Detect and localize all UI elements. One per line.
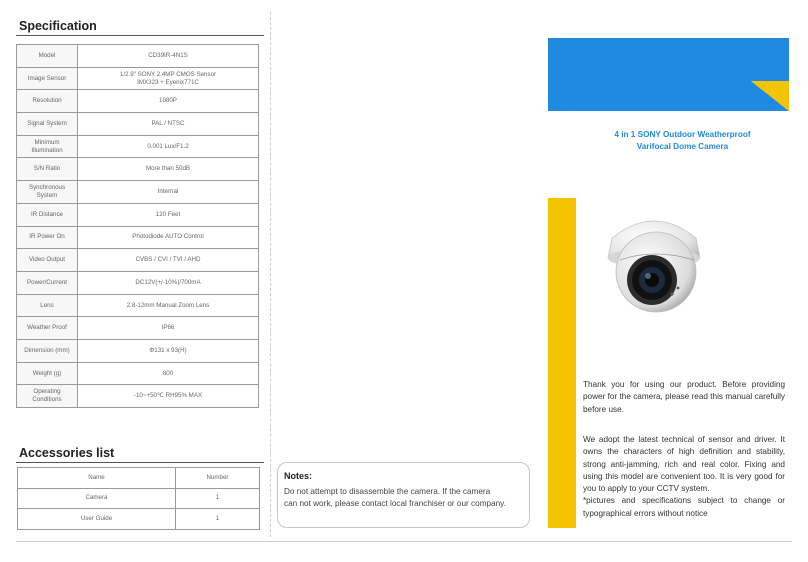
table-row xyxy=(17,181,259,204)
intro-paragraph xyxy=(583,379,785,416)
accessory-name: Camera xyxy=(18,488,176,509)
accessories-title: Accessories list xyxy=(19,446,115,460)
table-header-row xyxy=(18,468,260,489)
spec-label: IR Distance xyxy=(17,203,78,226)
spec-label: Power/Current xyxy=(17,271,78,294)
spec-value: Φ131 x 93(H) xyxy=(78,339,259,362)
specification-title: Specification xyxy=(19,19,97,33)
dome-camera-image xyxy=(598,198,710,316)
table-row xyxy=(17,113,259,136)
table-row xyxy=(17,249,259,272)
page-fold-divider xyxy=(270,12,271,537)
spec-value: PAL / NTSC xyxy=(78,113,259,136)
description-paragraph xyxy=(583,434,785,520)
subtitle-line: Varifocal Dome Camera xyxy=(636,141,729,151)
table-row xyxy=(17,226,259,249)
spec-value: DC12V(+/-10%)/700mA xyxy=(78,271,259,294)
spec-value: IP66 xyxy=(78,317,259,340)
table-row xyxy=(17,158,259,181)
spec-label: Operating Conditions xyxy=(17,385,78,408)
table-row xyxy=(18,488,260,509)
spec-value: Photodiode AUTO Control xyxy=(78,226,259,249)
blue-header-banner xyxy=(548,38,789,81)
spec-value: 800 xyxy=(78,362,259,385)
spec-label: Resolution xyxy=(17,90,78,113)
notes-title: Notes: xyxy=(284,471,313,481)
table-row xyxy=(17,90,259,113)
table-row xyxy=(17,203,259,226)
spec-value: -10~+50℃ RH95% MAX xyxy=(78,385,259,408)
description-text: We adopt the latest technical of sensor and driver. It owns the characters of high definition and stability, strong anti-jamming, rich and real color. Fixing and using this model are convenient too. It is very good for you to apply to your CCTV system. xyxy=(583,435,785,494)
table-row xyxy=(17,317,259,340)
product-subtitle xyxy=(575,129,790,153)
accessories-title-rule xyxy=(16,462,264,463)
yellow-accent-bar xyxy=(548,198,576,528)
spec-label: Image Sensor xyxy=(17,67,78,90)
spec-label: Video Output xyxy=(17,249,78,272)
table-row xyxy=(17,339,259,362)
specification-table xyxy=(16,44,259,408)
accessories-table xyxy=(17,467,260,530)
specification-title-rule xyxy=(16,35,264,36)
spec-value: 2.8-12mm Manual Zoom Lens xyxy=(78,294,259,317)
spec-value: More than 50dB xyxy=(78,158,259,181)
spec-value xyxy=(78,67,259,90)
spec-label: IR Power On xyxy=(17,226,78,249)
spec-label: Weight (g) xyxy=(17,362,78,385)
notes-line: can not work, please contact local franchiser or our company. xyxy=(284,498,506,508)
table-row xyxy=(17,385,259,408)
spec-value: 0.001 Lux/F1.2 xyxy=(78,135,259,158)
spec-label: Weather Proof xyxy=(17,317,78,340)
yellow-corner-triangle xyxy=(751,81,789,111)
accessory-number: 1 xyxy=(176,509,260,530)
accessory-name: User Guide xyxy=(18,509,176,530)
subtitle-line: 4 in 1 SONY Outdoor Weatherproof xyxy=(614,130,751,139)
notes-text xyxy=(284,486,523,510)
table-row xyxy=(17,67,259,90)
spec-value: Internal xyxy=(78,181,259,204)
spec-label: Synchronous System xyxy=(17,181,78,204)
spec-value-line: 1/2.9" SONY 2.4MP CMOS Sensor xyxy=(119,70,217,78)
disclaimer-text: *pictures and specifications subject to change or typographical errors without notice xyxy=(583,496,785,518)
column-header-name: Name xyxy=(18,468,176,489)
table-row xyxy=(17,362,259,385)
spec-label: Dimension (mm) xyxy=(17,339,78,362)
spec-label: S/N Ratio xyxy=(17,158,78,181)
table-row xyxy=(17,271,259,294)
spec-value: 1080P xyxy=(78,90,259,113)
table-row xyxy=(17,135,259,158)
spec-value: CD39IR-4N1S xyxy=(78,45,259,68)
bottom-rule xyxy=(16,541,792,542)
spec-value: CVBS / CVI / TVI / AHD xyxy=(78,249,259,272)
notes-box xyxy=(277,462,530,528)
spec-value: 120 Feet xyxy=(78,203,259,226)
column-header-number: Number xyxy=(176,468,260,489)
table-row xyxy=(17,45,259,68)
table-row xyxy=(17,294,259,317)
model-title: CD39IR-4N1S xyxy=(663,90,740,104)
spec-label: Lens xyxy=(17,294,78,317)
table-row xyxy=(18,509,260,530)
spec-label: Minimum Illumination xyxy=(17,135,78,158)
spec-label: Model xyxy=(17,45,78,68)
spec-label: Signal System xyxy=(17,113,78,136)
intro-text: Thank you for using our product. Before providing power for the camera, please read this manual carefully before use. xyxy=(583,380,785,414)
accessory-number: 1 xyxy=(176,488,260,509)
notes-line: Do not attempt to disassemble the camera. If the camera xyxy=(284,487,491,496)
spec-value-line: IMX323 + Eyenix771C xyxy=(137,78,199,86)
